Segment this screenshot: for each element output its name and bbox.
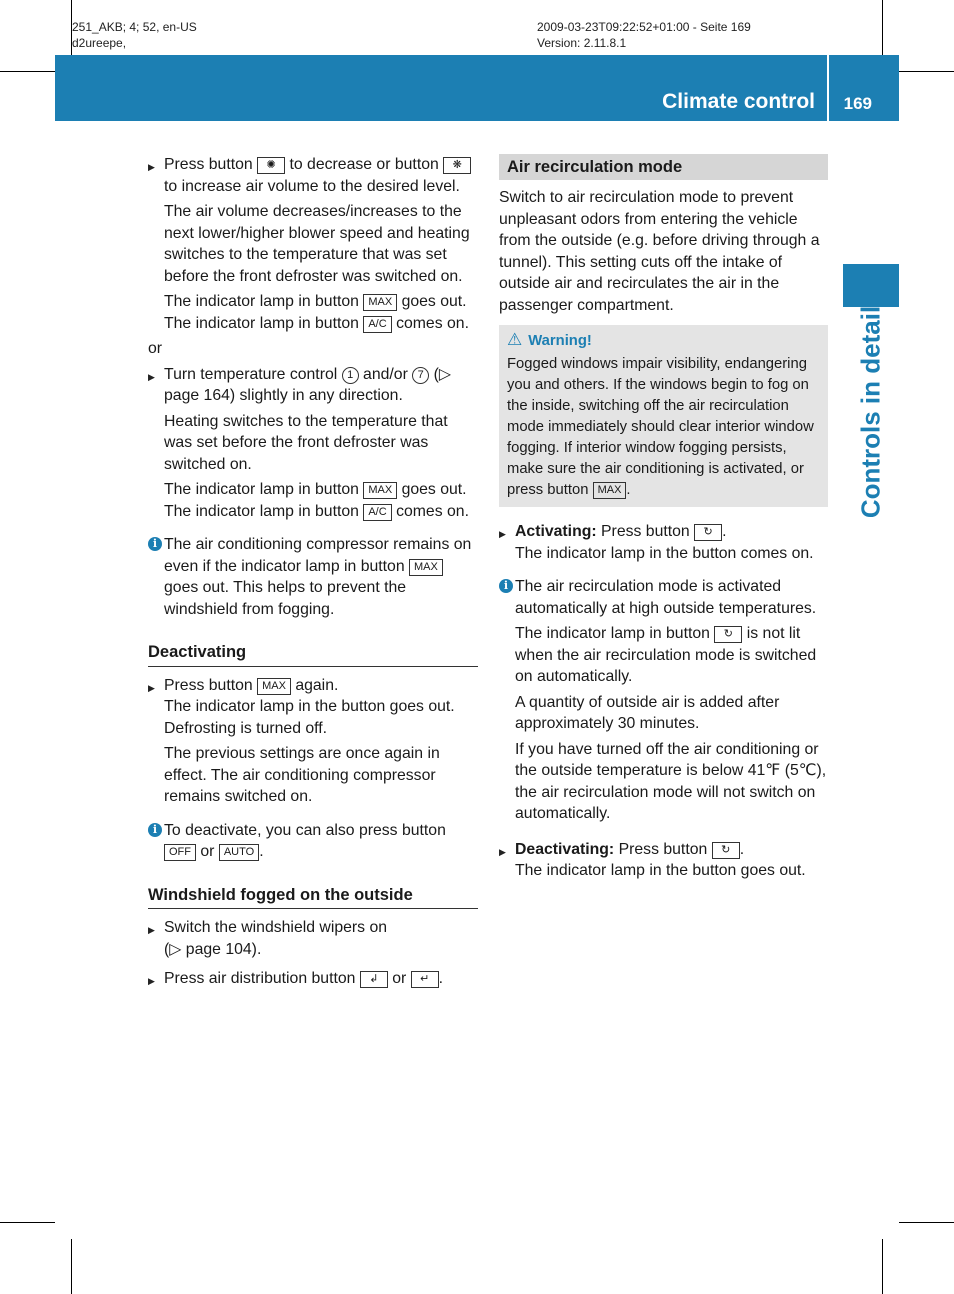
paragraph: A quantity of outside air is added after approximately 30 minutes. [515,693,780,732]
right-column [499,154,828,882]
meta-line: 2009-03-23T09:22:52+01:00 - Seite 169 [537,20,751,34]
max-defrost-icon: MAX [409,559,443,576]
crop-mark [0,71,55,72]
page-number: 169 [843,94,872,113]
info-icon: i [148,537,162,551]
step-item: ▶ Turn temperature control 1 and/or 7 (▷ page 164) slightly in any direction. [148,364,478,407]
crop-mark [882,1239,883,1294]
crop-mark [71,1239,72,1294]
recirculation-icon: ↻ [694,524,722,541]
info-note: i The air recirculation mode is activated automatically at high outside temperatures. [499,576,828,619]
header-divider [827,55,829,121]
step-item: ▶ Press button ✺ to decrease or button ❋ to increase air volume to the desired level. [148,154,478,197]
section-heading: Deactivating [148,642,478,667]
or-text: or [148,340,163,357]
paragraph: The indicator lamp in button ↻ is not lit when the air recirculation mode is switched on automatically. [515,625,817,685]
control-7-icon: 7 [412,367,429,384]
info-note: i To deactivate, you can also press button OFF or AUTO . [148,820,478,863]
step-item: ▶ Press button MAX again. The indicator lamp in the button goes out. Defrosting is turned off. [148,675,478,740]
paragraph: The indicator lamp in button MAX goes out. The indicator lamp in button A/C comes on. [164,293,469,332]
warning-title: ⚠ Warning! [507,330,592,349]
info-note: i The air conditioning compressor remains on even if the indicator lamp in button MAX goes out. This helps to prevent the windshield from fogging. [148,534,478,620]
step-item: ▶ Press air distribution button ↲ or ↵ . [148,968,478,990]
recirculation-icon: ↻ [712,842,740,859]
warning-box: ⚠ Warning! Fogged windows impair visibility, endangering you and others. If the windows begin to fog on the inside, switching off the air recirculation mode immediately should clear interior window fogging. If interior window fogging persists, make sure the air conditioning is activated, or press button MAX . [499,325,828,507]
max-defrost-icon: MAX [593,482,627,499]
left-column [148,154,478,990]
paragraph: If you have turned off the air conditioning or the outside temperature is below 41℉ (5℃), the air recirculation mode will not switch on automatically. [515,740,827,822]
crop-mark [882,0,883,55]
print-meta-left [72,19,197,51]
max-defrost-icon: MAX [363,482,397,499]
off-button-icon: OFF [164,844,196,861]
crop-mark [899,71,954,72]
section-tab-label: Controls in detail [855,305,886,519]
meta-line: d2ureepe, [72,36,127,50]
meta-line: 251_AKB; 4; 52, en-US [72,20,197,34]
intro-paragraph: Switch to air recirculation mode to prevent unpleasant odors from entering the vehicle from the outside (e.g. before driving through a tunnel). This setting cuts off the intake of outside air and recirculates the air in the passenger compartment. [499,189,820,314]
paragraph: The air volume decreases/increases to the next lower/higher blower speed and heating switches to the temperature that was set before the front defroster was switched on. [164,203,470,285]
info-icon: i [499,579,513,593]
paragraph: Heating switches to the temperature that was set before the front defroster was switched on. [164,412,448,473]
paragraph: The previous settings are once again in effect. The air conditioning compressor remains switched on. [164,745,440,805]
fan-up-icon: ❋ [443,157,471,174]
air-distribution-footwell-icon: ↵ [411,971,439,988]
recirculation-icon: ↻ [714,626,742,643]
control-1-icon: 1 [342,367,359,384]
paragraph: The indicator lamp in button MAX goes out. The indicator lamp in button A/C comes on. [164,481,469,520]
info-icon: i [148,823,162,837]
meta-line: Version: 2.11.8.1 [537,36,627,50]
max-defrost-icon: MAX [257,678,291,695]
step-item: ▶ Deactivating: Press button ↻ . The indicator lamp in the button goes out. [499,839,828,882]
header-bar [55,55,899,121]
chapter-title: Climate control [662,90,815,113]
auto-button-icon: AUTO [219,844,259,861]
crop-mark [0,1222,55,1223]
step-item: ▶ Activating: Press button ↻ . The indicator lamp in the button comes on. [499,521,828,564]
ac-button-icon: A/C [363,504,391,521]
air-distribution-windshield-icon: ↲ [360,971,388,988]
warning-text: Fogged windows impair visibility, endangering you and others. If the windows begin to fog on the inside, switching off the air recirculation mode immediately should clear interior window fogging. If interior window fogging persists, make sure the air conditioning is activated, or press button [507,356,814,498]
ac-button-icon: A/C [363,316,391,333]
section-heading: Windshield fogged on the outside [148,885,478,910]
max-defrost-icon: MAX [363,294,397,311]
section-tab [843,264,899,307]
fan-down-icon: ✺ [257,157,285,174]
print-meta-right [537,19,751,51]
crop-mark [899,1222,954,1223]
section-heading: Air recirculation mode [499,154,828,180]
warning-triangle-icon: ⚠ [507,330,523,349]
step-item: ▶ Switch the windshield wipers on (▷ page 104). [148,917,478,960]
